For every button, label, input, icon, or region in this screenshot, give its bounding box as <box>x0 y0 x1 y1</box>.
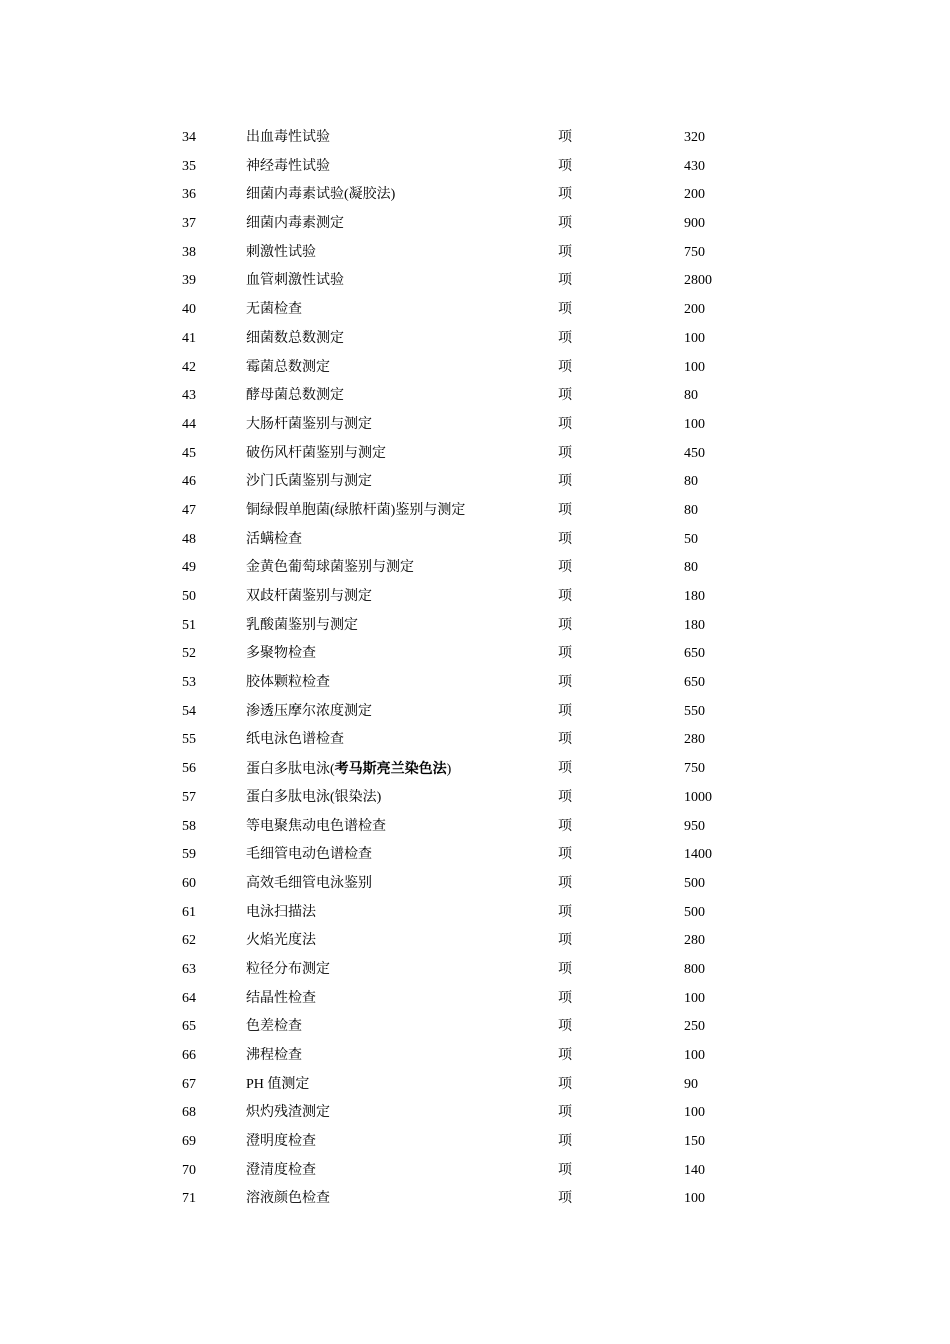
item-unit: 项 <box>558 1105 572 1121</box>
item-name: 等电聚焦动电色谱检查 <box>246 818 386 834</box>
item-unit: 项 <box>558 1162 572 1178</box>
item-price: 140 <box>684 1162 705 1178</box>
table-row <box>182 841 742 870</box>
item-name: PH 值测定 <box>246 1076 310 1092</box>
item-number: 43 <box>182 388 196 404</box>
item-name: 金黄色葡萄球菌鉴别与测定 <box>246 560 414 576</box>
table-row <box>182 210 742 239</box>
table-row <box>182 698 742 727</box>
item-price: 500 <box>684 904 705 920</box>
item-number: 66 <box>182 1048 196 1063</box>
table-row <box>182 554 742 583</box>
item-number: 53 <box>182 675 196 691</box>
item-price: 80 <box>684 502 698 518</box>
item-unit: 项 <box>558 359 572 375</box>
item-unit: 项 <box>558 1076 572 1092</box>
item-name: 炽灼残渣测定 <box>246 1105 330 1121</box>
table-row <box>182 411 742 440</box>
item-unit: 项 <box>558 445 572 461</box>
item-unit: 项 <box>558 761 572 777</box>
item-number: 39 <box>182 273 196 289</box>
item-price: 150 <box>684 1134 705 1150</box>
item-number: 65 <box>182 1019 196 1035</box>
item-price: 100 <box>684 1191 705 1207</box>
table-row <box>182 153 742 182</box>
item-number: 34 <box>182 130 196 145</box>
table-row <box>182 1128 742 1157</box>
item-unit: 项 <box>558 302 572 318</box>
item-number: 44 <box>182 416 196 432</box>
item-name: 澄明度检查 <box>246 1134 316 1150</box>
item-unit: 项 <box>558 416 572 432</box>
table-row <box>182 382 742 411</box>
item-unit: 项 <box>558 789 572 805</box>
table-row <box>182 726 742 755</box>
item-number: 62 <box>182 933 196 949</box>
item-price: 900 <box>684 216 705 232</box>
item-name: 铜绿假单胞菌(绿脓杆菌)鉴别与测定 <box>246 502 466 518</box>
item-number: 59 <box>182 847 196 863</box>
item-number: 69 <box>182 1134 196 1150</box>
table-row <box>182 755 742 784</box>
item-name: 刺激性试验 <box>246 244 316 260</box>
item-number: 50 <box>182 589 196 604</box>
table-row <box>182 899 742 928</box>
item-unit: 项 <box>558 875 572 891</box>
item-number: 51 <box>182 617 196 633</box>
table-row <box>182 354 742 383</box>
item-unit: 项 <box>558 1048 572 1063</box>
item-unit: 项 <box>558 502 572 518</box>
item-unit: 项 <box>558 933 572 949</box>
item-number: 71 <box>182 1191 196 1207</box>
table-row <box>182 1071 742 1100</box>
item-unit: 项 <box>558 1134 572 1150</box>
item-name: 多聚物检查 <box>246 646 316 662</box>
item-price: 280 <box>684 933 705 949</box>
table-row <box>182 1099 742 1128</box>
item-number: 54 <box>182 703 196 719</box>
item-name: 酵母菌总数测定 <box>246 388 344 404</box>
item-number: 58 <box>182 818 196 834</box>
item-unit: 项 <box>558 961 572 977</box>
item-number: 41 <box>182 330 196 346</box>
item-unit: 项 <box>558 330 572 346</box>
table-row <box>182 956 742 985</box>
item-price: 80 <box>684 560 698 576</box>
item-number: 46 <box>182 474 196 490</box>
item-number: 40 <box>182 302 196 318</box>
item-name: 渗透压摩尔浓度测定 <box>246 703 372 719</box>
item-price: 200 <box>684 187 705 203</box>
item-number: 35 <box>182 158 196 174</box>
item-number: 49 <box>182 560 196 576</box>
item-name: 霉菌总数测定 <box>246 359 330 375</box>
item-unit: 项 <box>558 187 572 203</box>
item-name: 蛋白多肽电泳(银染法) <box>246 789 382 805</box>
item-number: 57 <box>182 789 196 805</box>
item-name: 电泳扫描法 <box>246 904 316 920</box>
item-number: 70 <box>182 1162 196 1178</box>
item-price: 450 <box>684 445 705 461</box>
table-row <box>182 526 742 555</box>
item-unit: 项 <box>558 130 572 145</box>
table-row <box>182 239 742 268</box>
item-number: 68 <box>182 1105 196 1121</box>
item-price: 100 <box>684 1048 705 1063</box>
table-row <box>182 612 742 641</box>
table-row <box>182 325 742 354</box>
item-price: 90 <box>684 1076 698 1092</box>
item-name: 大肠杆菌鉴别与测定 <box>246 416 372 432</box>
item-name: 高效毛细管电泳鉴别 <box>246 875 372 891</box>
item-unit: 项 <box>558 589 572 604</box>
item-number: 42 <box>182 359 196 375</box>
item-name: 活螨检查 <box>246 531 302 547</box>
item-price: 1400 <box>684 847 712 863</box>
item-unit: 项 <box>558 560 572 576</box>
item-name: 澄清度检查 <box>246 1162 316 1178</box>
item-name: 沙门氏菌鉴别与测定 <box>246 474 372 490</box>
item-price: 950 <box>684 818 705 834</box>
item-name: 血管刺激性试验 <box>246 273 344 289</box>
item-name: 溶液颜色检查 <box>246 1191 330 1207</box>
item-price: 280 <box>684 732 705 748</box>
item-name: 结晶性检查 <box>246 990 316 1006</box>
item-number: 64 <box>182 990 196 1006</box>
item-unit: 项 <box>558 617 572 633</box>
item-name: 沸程检查 <box>246 1048 302 1063</box>
item-price: 100 <box>684 990 705 1006</box>
item-unit: 项 <box>558 388 572 404</box>
item-name-tail: ) <box>446 762 452 778</box>
table-row <box>182 813 742 842</box>
item-name: 神经毒性试验 <box>246 158 330 174</box>
item-name: 破伤风杆菌鉴别与测定 <box>246 445 386 461</box>
table-row <box>182 1185 742 1214</box>
item-price: 100 <box>684 416 705 432</box>
table-row <box>182 640 742 669</box>
item-price: 80 <box>684 474 698 490</box>
item-name: 乳酸菌鉴别与测定 <box>246 617 358 633</box>
item-number: 37 <box>182 216 196 232</box>
item-price: 100 <box>684 359 705 375</box>
item-number: 47 <box>182 502 196 518</box>
item-name: 粒径分布测定 <box>246 961 330 977</box>
table-row <box>182 267 742 296</box>
item-price: 180 <box>684 589 705 604</box>
item-price: 800 <box>684 961 705 977</box>
item-number: 52 <box>182 646 196 662</box>
item-name: 无菌检查 <box>246 302 302 318</box>
item-number: 56 <box>182 761 196 777</box>
item-name: 纸电泳色谱检查 <box>246 732 344 748</box>
fee-table <box>182 124 742 1214</box>
item-number: 48 <box>182 531 196 547</box>
item-unit: 项 <box>558 158 572 174</box>
item-price: 750 <box>684 244 705 260</box>
item-name-part: 蛋白多肽电泳( <box>246 762 335 778</box>
item-unit: 项 <box>558 703 572 719</box>
table-row <box>182 1157 742 1186</box>
item-name: 细菌内毒素试验(凝胶法) <box>246 187 396 203</box>
item-name: 火焰光度法 <box>246 933 316 949</box>
item-unit: 项 <box>558 474 572 490</box>
table-row <box>182 1042 742 1071</box>
item-price: 750 <box>684 761 705 777</box>
item-number: 38 <box>182 244 196 260</box>
item-unit: 项 <box>558 1019 572 1035</box>
item-unit: 项 <box>558 216 572 232</box>
item-unit: 项 <box>558 1191 572 1207</box>
item-price: 2800 <box>684 273 712 289</box>
table-row <box>182 440 742 469</box>
item-price: 100 <box>684 330 705 346</box>
item-unit: 项 <box>558 990 572 1006</box>
item-unit: 项 <box>558 732 572 748</box>
item-unit: 项 <box>558 904 572 920</box>
item-price: 250 <box>684 1019 705 1035</box>
item-name: 细菌内毒素测定 <box>246 216 344 232</box>
table-row <box>182 784 742 813</box>
item-price: 500 <box>684 875 705 891</box>
item-number: 63 <box>182 961 196 977</box>
item-name: 出血毒性试验 <box>246 130 330 145</box>
item-price: 180 <box>684 617 705 633</box>
item-price: 550 <box>684 703 705 719</box>
item-price: 100 <box>684 1105 705 1121</box>
item-unit: 项 <box>558 531 572 547</box>
item-number: 61 <box>182 904 196 920</box>
item-price: 430 <box>684 158 705 174</box>
table-row <box>182 468 742 497</box>
table-row <box>182 870 742 899</box>
table-row <box>182 181 742 210</box>
table-row <box>182 497 742 526</box>
item-price: 650 <box>684 675 705 691</box>
item-price: 1000 <box>684 789 712 805</box>
table-row <box>182 583 742 612</box>
table-row <box>182 927 742 956</box>
table-row <box>182 985 742 1014</box>
item-number: 55 <box>182 732 196 748</box>
item-name-bold-part: 考马斯亮兰染色法 <box>334 761 447 778</box>
item-name: 双歧杆菌鉴别与测定 <box>246 589 372 604</box>
item-price: 200 <box>684 302 705 318</box>
table-row <box>182 1013 742 1042</box>
item-name: 胶体颗粒检查 <box>246 675 330 691</box>
item-unit: 项 <box>558 244 572 260</box>
item-price: 650 <box>684 646 705 662</box>
item-unit: 项 <box>558 675 572 691</box>
table-row <box>182 669 742 698</box>
item-unit: 项 <box>558 847 572 863</box>
item-unit: 项 <box>558 273 572 289</box>
item-number: 36 <box>182 187 196 203</box>
item-unit: 项 <box>558 646 572 662</box>
item-name <box>246 755 451 785</box>
item-unit: 项 <box>558 818 572 834</box>
item-price: 50 <box>684 531 698 547</box>
item-price: 320 <box>684 130 705 145</box>
item-number: 67 <box>182 1076 196 1092</box>
item-name: 色差检查 <box>246 1019 302 1035</box>
item-number: 45 <box>182 445 196 461</box>
item-name: 细菌数总数测定 <box>246 330 344 346</box>
table-row <box>182 124 742 153</box>
item-name: 毛细管电动色谱检查 <box>246 847 372 863</box>
table-row <box>182 296 742 325</box>
item-price: 80 <box>684 388 698 404</box>
item-number: 60 <box>182 875 196 891</box>
